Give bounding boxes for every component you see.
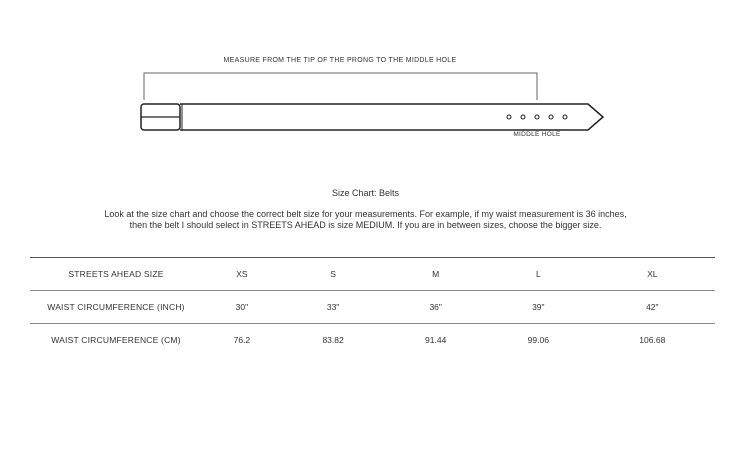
table-cell: 36" — [429, 302, 442, 312]
table-row-cm — [30, 324, 715, 357]
measure-bracket — [144, 73, 537, 100]
size-table — [30, 257, 715, 356]
table-cell: 33" — [326, 302, 340, 312]
middle-hole-label: MIDDLE HOLE — [513, 131, 561, 138]
table-cell: 83.82 — [322, 335, 344, 345]
row-label: STREETS AHEAD SIZE — [68, 269, 164, 279]
size-chart-title: Size Chart: Belts — [331, 188, 400, 198]
table-cell: 99.06 — [527, 335, 549, 345]
table-cell: S — [330, 269, 336, 279]
instructions-line-2: then the belt I should select in STREETS AHEAD is size MEDIUM. If you are in between sizes, choose the bigger size. — [129, 220, 602, 230]
table-cell: 106.68 — [639, 335, 666, 345]
instructions-line-1: Look at the size chart and choose the correct belt size for your measurements. For example, if my waist measurement is 36 inches, — [104, 209, 627, 219]
belt-hole — [563, 115, 567, 119]
measure-caption: MEASURE FROM THE TIP OF THE PRONG TO THE MIDDLE HOLE — [223, 57, 457, 64]
row-label: WAIST CIRCUMFERENCE (INCH) — [47, 302, 185, 312]
belt-illustration — [0, 0, 731, 150]
row-label: WAIST CIRCUMFERENCE (CM) — [51, 335, 181, 345]
table-cell: 30" — [235, 302, 249, 312]
table-cell: XS — [236, 269, 248, 279]
belt-hole-middle — [535, 115, 539, 119]
belt-hole — [549, 115, 553, 119]
table-cell: L — [535, 269, 541, 279]
table-cell: XL — [647, 269, 658, 279]
table-cell: 76.2 — [233, 335, 251, 345]
belt-hole — [507, 115, 511, 119]
size-chart-instructions — [40, 209, 691, 231]
table-row-inch — [30, 291, 715, 324]
table-cell: M — [432, 269, 440, 279]
table-cell: 39" — [532, 302, 545, 312]
belt-strap — [180, 104, 603, 130]
belt-hole — [521, 115, 525, 119]
table-cell: 91.44 — [425, 335, 447, 345]
table-row-size — [30, 258, 715, 291]
table-cell: 42" — [646, 302, 659, 312]
belt-diagram — [0, 0, 731, 150]
